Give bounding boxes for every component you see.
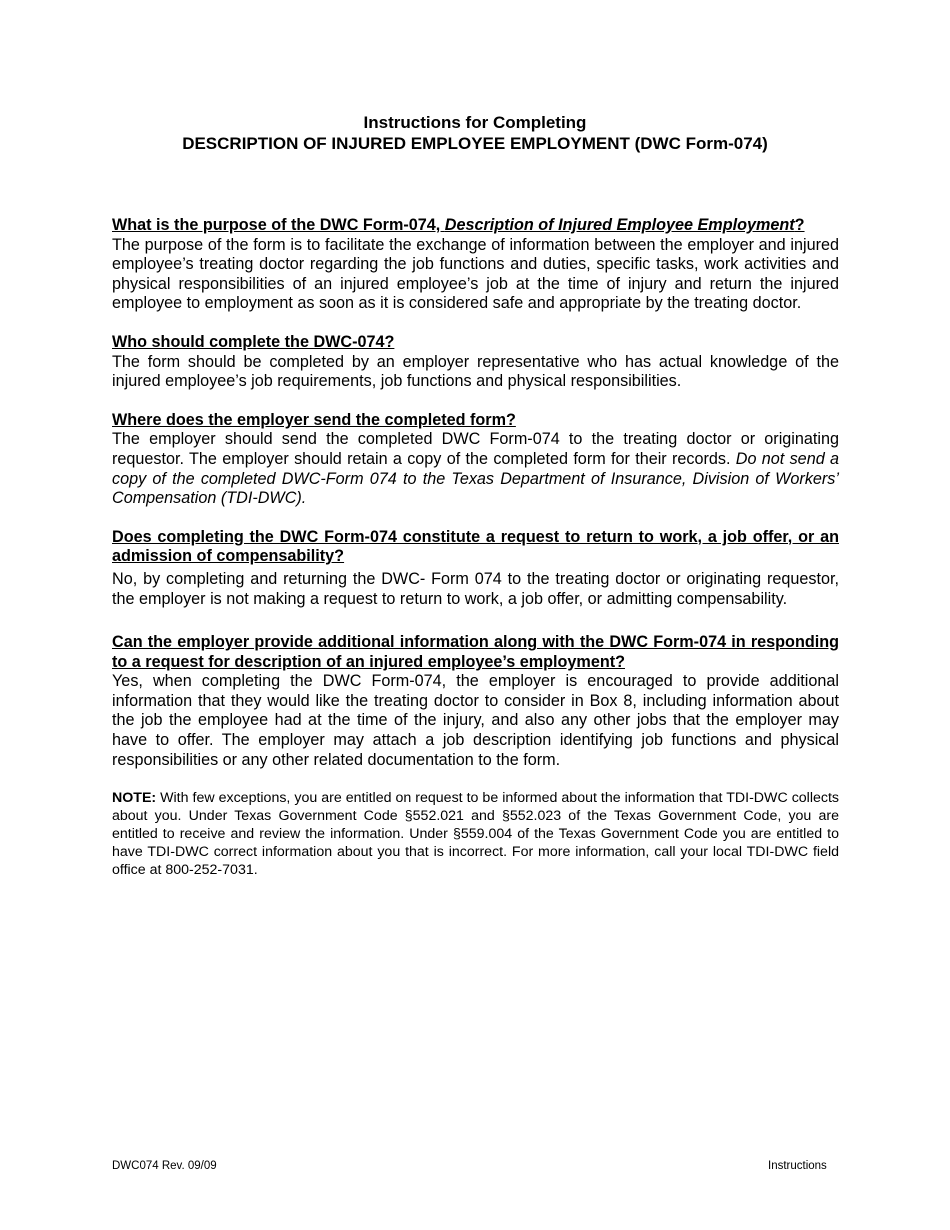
question-additional-info: Can the employer provide additional information along with the DWC Form-074 in responding to a request for description of an injured employee’s employment? (112, 633, 839, 671)
answer-purpose: The purpose of the form is to facilitate the exchange of information between the employer and injured employee’s treating doctor regarding the job functions and duties, specific tasks, work activities and physical responsibilities of an injured employee’s job at the time of injury and return the injured employee to employment as soon as it is considered safe and appropriate by the treating doctor. (112, 235, 839, 313)
note-text: With few exceptions, you are entitled on request to be informed about the information that TDI-DWC collects about you. Under Texas Government Code §552.021 and §552.023 of the Texas Government Code, you are entitled to receive and review the information. Under §559.004 of the Texas Government Code you are entitled to have TDI-DWC correct information about you that is incorrect. For more information, call your local TDI-DWC field office at 800-252-7031. (112, 790, 839, 879)
question-who-completes: Who should complete the DWC-074? (112, 332, 395, 351)
answer-additional-info: Yes, when completing the DWC Form-074, the employer is encouraged to provide additional information that they would like the treating doctor to consider in Box 8, including information about the job the employee had at the time of the injury, and also any other jobs that the employer may have to offer. The employer may attach a job description identifying job functions and physical responsibilities or any other related documentation to the form. (112, 672, 839, 769)
section-where-send (112, 411, 839, 509)
footer-revision: DWC074 Rev. 09/09 (112, 1160, 217, 1172)
title-line-2: DESCRIPTION OF INJURED EMPLOYEE EMPLOYMENT (DWC Form-074) (182, 134, 768, 153)
question-purpose: What is the purpose of the DWC Form-074, Description of Injured Employee Employment? (112, 216, 805, 234)
section-additional-info (112, 633, 839, 770)
question-return-to-work: Does completing the DWC Form-074 constitute a request to return to work, a job offer, or an admission of compensability? (112, 527, 839, 566)
answer-where-send: The employer should send the completed DWC Form-074 to the treating doctor or originating requestor. The employer should retain a copy of the completed form for their records. Do not send a copy of the completed DWC-Form 074 to the Texas Department of Insurance, Division of Workers’ Compensation (TDI-DWC). (112, 430, 840, 508)
note-label: NOTE: (112, 790, 157, 807)
answer-return-to-work: No, by completing and returning the DWC- Form 074 to the treating doctor or originating requestor, the employer is not making a request to return to work, a job offer, or admitting compensability. (112, 569, 839, 608)
privacy-note (112, 789, 839, 879)
section-return-to-work (112, 528, 839, 609)
section-purpose (112, 216, 839, 314)
footer-label: Instructions (768, 1160, 827, 1172)
document-title (0, 112, 950, 154)
question-where-send: Where does the employer send the completed form? (112, 410, 516, 429)
answer-who-completes: The form should be completed by an employer representative who has actual knowledge of the injured employee’s job requirements, job functions and physical responsibilities. (112, 352, 839, 391)
section-who-completes (112, 333, 839, 392)
title-line-1: Instructions for Completing (363, 113, 587, 132)
instructions-content (112, 216, 839, 893)
